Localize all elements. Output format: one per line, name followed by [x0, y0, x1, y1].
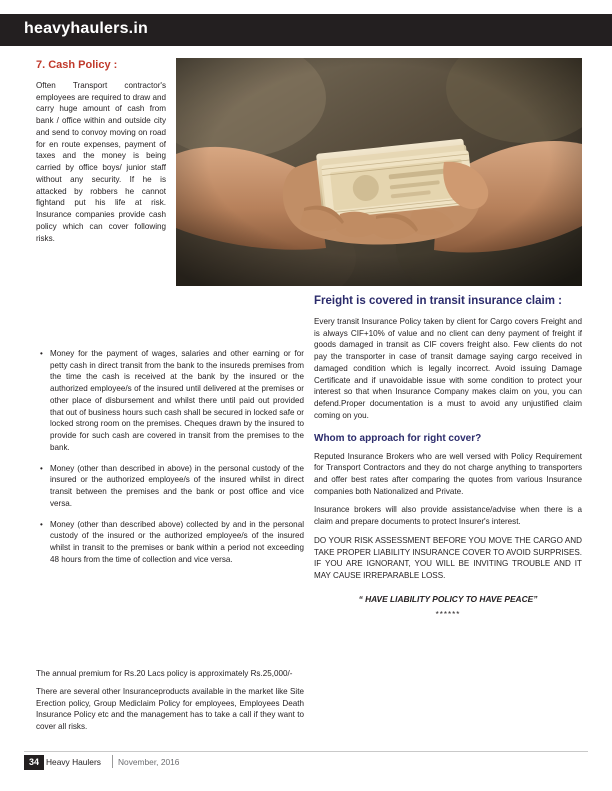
page-number-badge: 34	[24, 755, 44, 770]
approach-paragraph: Reputed Insurance Brokers who are well versed with Policy Requirement for Transport Contractors and they do not charge anything to transporters and offer best rates after comparing the quotes from various Insurance companies both Nationalized and Private.	[314, 451, 582, 496]
bullet-dot-icon: •	[40, 349, 43, 358]
premium-note-paragraph: The annual premium for Rs.20 Lacs policy is approximately Rs.25,000/-	[36, 669, 293, 678]
page-title: 7. Cash Policy :	[36, 59, 118, 71]
left-column	[36, 58, 176, 243]
right-column	[314, 294, 582, 627]
bullet-dot-icon: •	[40, 463, 43, 473]
intro-paragraph-wrap	[36, 80, 166, 251]
brand-title: heavyhaulers.in	[24, 20, 148, 37]
list-item	[36, 519, 304, 566]
bullet-dot-icon: •	[40, 519, 43, 529]
page-footer	[0, 751, 612, 775]
approach-heading: Whom to approach for right cover?	[314, 432, 482, 444]
list-item	[36, 348, 304, 454]
brokers-paragraph: Insurance brokers will also provide assistance/advise when there is a claim and prepare documents to protect Insurer's interest.	[314, 505, 582, 527]
freight-heading: Freight is covered in transit insurance claim :	[314, 295, 562, 307]
intro-paragraph: Often Transport contractor's employees are required to draw and carry huge amount of cash from bank / office within and outside city and send to convoy moving on road for en route expenses, payment of taxes and the money is being carried by office boys/ junior staff without any security. If he is attacked by robbers he cannot fightand put his life at risk. Insurance companies provide cash policy which can cover following risks.	[36, 81, 166, 243]
footer-vertical-separator	[112, 755, 113, 768]
list-item-text: Money for the payment of wages, salaries and other earning or for petty cash in direct transit from the bank to the insureds premises from the time the cash is received at the bank by the insured or the authorized employee/s of the insured until delivered at the premises or other place of disbursement and whilst there until paid out provided that out of business hours such cash shall be secured in locked safe or locked strong room on the premises. Cheques drawn by the insured to provide for such cash are covered in transit from the premises to the bank.	[50, 349, 304, 452]
list-item	[36, 463, 304, 510]
left-column-tail	[36, 668, 304, 739]
footer-divider-rule	[24, 751, 588, 752]
list-item-text: Money (other than described above) collected by and in the personal custody of the insured or the authorized employee/s of the insured whilst in transit to the premises or bank within a period not exceeding 48 hours from the time of collection and vice versa.	[50, 519, 304, 564]
footer-issue-date: November, 2016	[118, 757, 180, 767]
freight-paragraph: Every transit Insurance Policy taken by client for Cargo covers Freight and is always CIF+10% of value and no client can deny payment of freight if goods damaged in transit as CIF covers freight also. Few clients do not pay the transporter in case of transit damage saying cargo received in damaged condition which is legally incorrect. Avoid issuing Damage Certificate and if unavoidable issue with some condition to protect your interest so that when Insurance Company makes claim on you, you can defend.Proper documentation is a must to avoid any unjustified claim coming on you.	[314, 316, 582, 420]
pull-quote: “ HAVE LIABILITY POLICY TO HAVE PEACE”	[358, 593, 538, 604]
risk-bullet-list	[36, 348, 304, 574]
risk-assessment-paragraph: DO YOUR RISK ASSESSMENT BEFORE YOU MOVE THE CARGO AND TAKE PROPER LIABILITY INSURANCE COVER TO AVOID SURPRISES. IF YOU ARE IGNORANT, YOU WILL BE INVITING TROUBLE AND IT MAY CAUSE IRREPARABLE LOSS.	[314, 535, 582, 581]
other-products-paragraph: There are several other Insuranceproducts available in the market like Site Erection policy, Group Mediclaim Policy for employees, Employees Death Insurance Policy etc and the management has to take a call if they want to cover all risks.	[36, 687, 304, 731]
asterisk-divider: ******	[435, 609, 461, 619]
cash-in-hands-photo	[176, 58, 582, 286]
footer-magazine-name: Heavy Haulers	[46, 757, 101, 767]
list-item-text: Money (other than described in above) in the personal custody of the insured or the authorized employee/s of the insured whilst in direct transit between the premises and the bank or post office and vice versa.	[50, 463, 304, 508]
